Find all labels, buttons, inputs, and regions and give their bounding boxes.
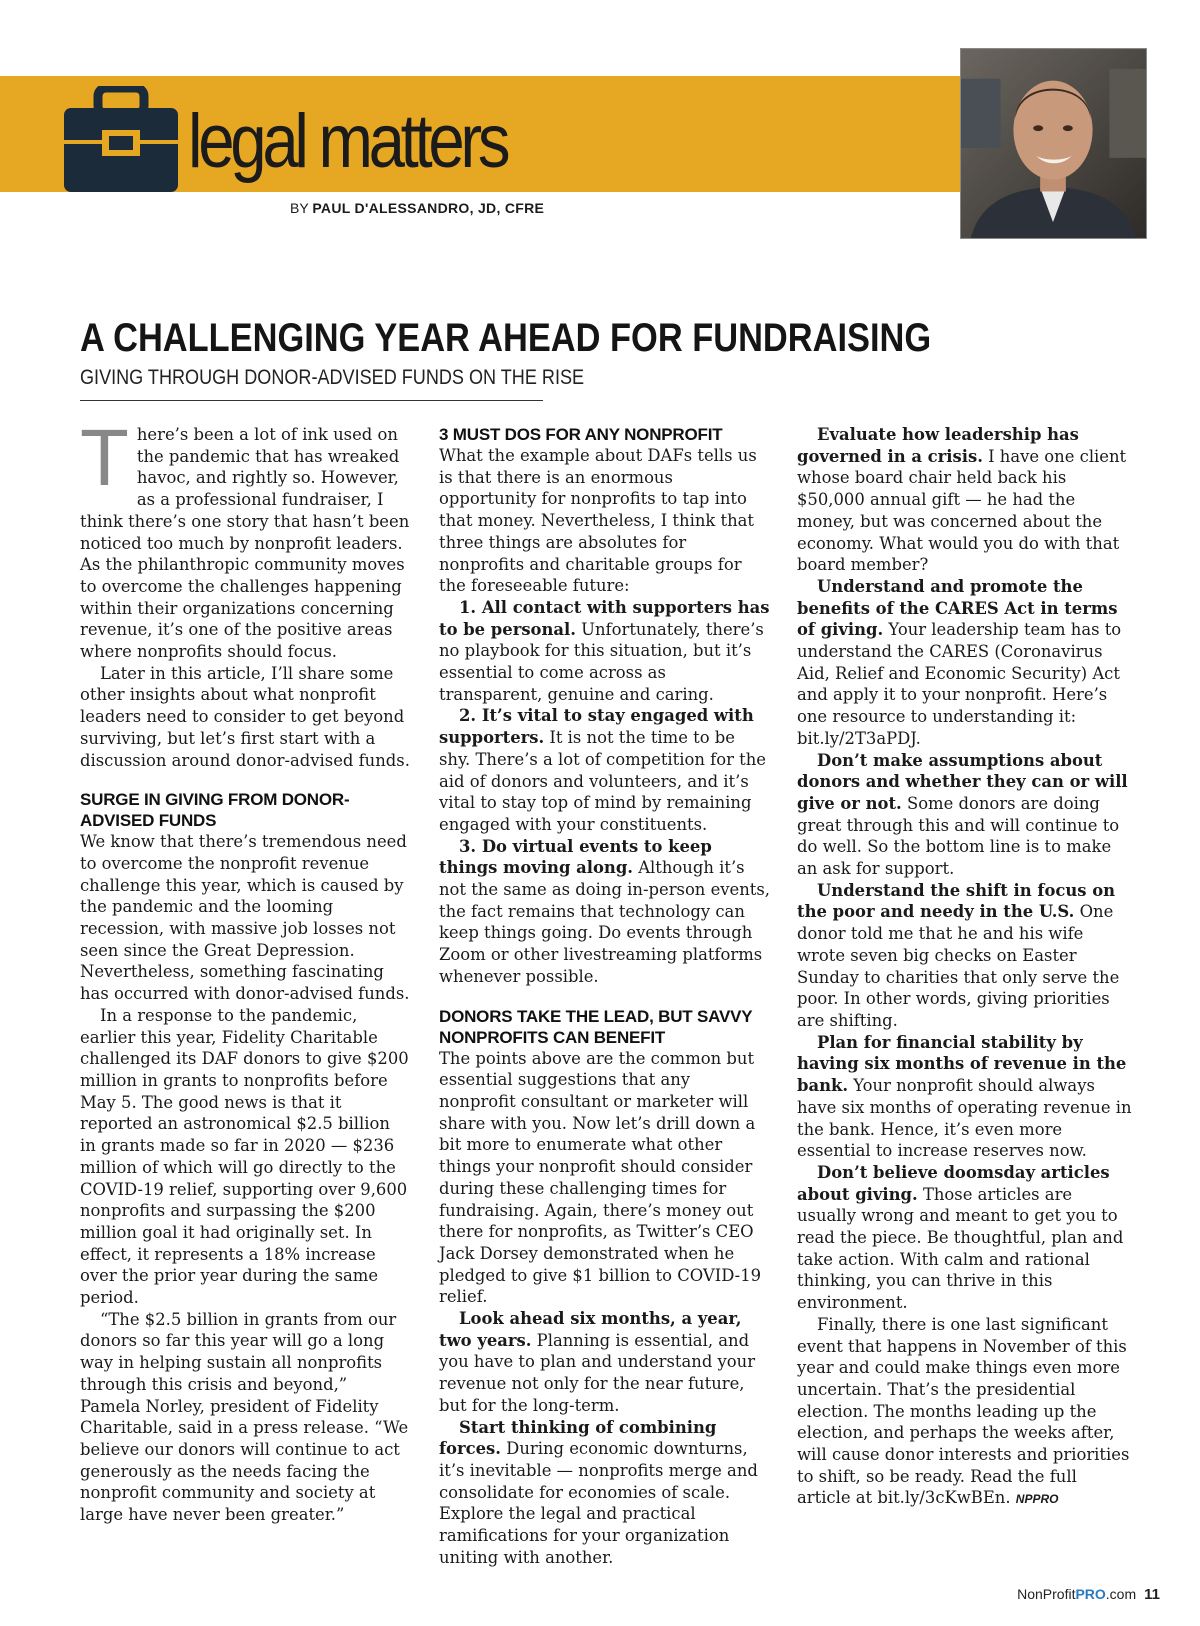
section-heading: 3 MUST DOS FOR ANY NONPROFIT xyxy=(439,425,723,444)
list-item: 2. It’s vital to stay engaged with supporters. It is not the time to be shy. There’s a lot of competition for the aid of donors and volunteers, and it’s vital to stay top of mind by remaining engaged with your constituents. xyxy=(439,706,766,834)
paragraph: In a response to the pandemic, earlier this year, Fidelity Charitable challenged its DAF donors to give $200 million in grants to nonprofits before May 5. The good news is that it reported an astronomical $2.5 billion in grants made so far in 2020 — $236 million of which will go directly to the COVID-19 relief, supporting over 9,600 nonprofits and surpassing the $200 million goal it had originally set. In effect, it represents a 18% increase over the prior year during the same period. xyxy=(80,1005,409,1308)
intro-text: here’s been a lot of ink used on the pandemic that has wreaked havoc, and rightly so. However, as a professional fundraiser, I think there’s one story that hasn’t been noticed too much by nonprofit leaders. As the philanthropic community moves to overcome the challenges happening within their organizations concerning revenue, it’s one of the positive areas where nonprofits should focus. xyxy=(80,425,410,662)
paragraph: Plan for financial stability by having six months of revenue in the bank. Your nonprofit should always have six months of operating revenue in the bank. Hence, it’s even more essential to increase reserves now. xyxy=(797,1032,1132,1161)
author-photo xyxy=(960,48,1147,239)
paragraph: The points above are the common but essential suggestions that any nonprofit consultant or marketer will share with you. Now let’s drill down a bit more to enumerate what other things your nonprofit should consider during these challenging times for fundraising. Again, there’s money out there for nonprofits, as Twitter’s CEO Jack Dorsey demonstrated when he pledged to give $1 billion to COVID-19 relief. xyxy=(439,1048,762,1307)
paragraph: Later in this article, I’ll share some other insights about what nonprofit leaders need to consider to get beyond surviving, but let’s first start with a discussion around donor-advised funds. xyxy=(80,663,410,770)
page-number: 11 xyxy=(1144,1586,1160,1603)
paragraph: Don’t make assumptions about donors and whether they can or will give or not. Some donors are doing great through this and will continue to do well. So the bottom line is to make an ask for support. xyxy=(797,750,1128,879)
section-heading: DONORS TAKE THE LEAD, BUT SAVVY NONPROFITS CAN BENEFIT xyxy=(439,1006,753,1047)
column-1 xyxy=(80,413,410,1526)
site-name-suffix: .com xyxy=(1105,1586,1137,1602)
byline-prefix: BY xyxy=(290,200,309,216)
paragraph: Finally, there is one last significant event that happens in November of this year and could make things even more uncertain. That’s the presidential election. The months leading up the election, and perhaps the weeks after, will cause donor interests and priorities to shift, so be ready. Read the full article at bit.ly/3cKwBEn. NPPRO xyxy=(797,1314,1130,1508)
site-name-pro: PRO xyxy=(1075,1586,1106,1602)
byline xyxy=(290,200,544,216)
section-heading: SURGE IN GIVING FROM DONOR-ADVISED FUNDS xyxy=(80,790,350,831)
paragraph: Start thinking of combining forces. During economic downturns, it’s inevitable — nonprofits merge and consolidate for economies of scale. Explore the legal and practical ramifications for your organization uniting with another. xyxy=(439,1417,758,1567)
end-tag: NPPRO xyxy=(1015,1492,1059,1507)
paragraph: Look ahead six months, a year, two years. Planning is essential, and you have to plan and understand your revenue not only for the near future, but for the long-term. xyxy=(439,1309,756,1415)
site-name-prefix: NonProfit xyxy=(1017,1586,1076,1602)
paragraph: Understand the shift in focus on the poor and needy in the U.S. One donor told me that he and his wife wrote seven big checks on Easter Sunday to charities that only serve the poor. In other words, giving priorities are shifting. xyxy=(797,880,1120,1030)
byline-author: PAUL D'ALESSANDRO, JD, CFRE xyxy=(312,200,545,216)
paragraph: Understand and promote the benefits of the CARES Act in terms of giving. Your leadership team has to understand the CARES (Coronavirus Aid, Relief and Economic Security) Act and apply it to your nonprofit. Here’s one resource to understanding it: bit.ly/2T3aPDJ. xyxy=(797,576,1122,748)
page-footer xyxy=(1017,1586,1160,1603)
paragraph: Don’t believe doomsday articles about giving. Those articles are usually wrong and meant to get you to read the piece. Be thoughtful, plan and take action. With calm and rational thinking, you can thrive in this environment. xyxy=(797,1162,1124,1313)
section-title: legal matters xyxy=(188,99,507,184)
headline: A CHALLENGING YEAR AHEAD FOR FUNDRAISING xyxy=(80,316,932,360)
paragraph xyxy=(80,413,410,663)
list-item: 1. All contact with supporters has to be personal. Unfortunately, there’s no playbook for this situation, but it’s essential to come across as transparent, genuine and caring. xyxy=(439,597,770,704)
column-2 xyxy=(439,424,771,1568)
paragraph: We know that there’s tremendous need to overcome the nonprofit revenue challenge this year, which is caused by the pandemic and the looming recession, with massive job losses not seen since the Great Depression. Nevertheless, something fascinating has occurred with donor-advised funds. xyxy=(80,832,410,1004)
list-item: 3. Do virtual events to keep things moving along. Although it’s not the same as doing in-person events, the fact remains that technology can keep things going. Do events through Zoom or other livestreaming platforms whenever possible. xyxy=(439,836,770,986)
subhead: GIVING THROUGH DONOR-ADVISED FUNDS ON THE RISE xyxy=(80,366,585,389)
paragraph: What the example about DAFs tells us is that there is an enormous opportunity for nonprofits to tap into that money. Nevertheless, I think that three things are absolutes for nonprofits and charitable groups for the foreseeable future: xyxy=(439,446,757,596)
briefcase-icon xyxy=(64,86,178,192)
paragraph: “The $2.5 billion in grants from our donors so far this year will go a long way in helping sustain all nonprofits through this crisis and beyond,” Pamela Norley, president of Fidelity Charitable, said in a press release. “We believe our donors will continue to act generously as the needs facing the nonprofit community and society at large have never been greater.” xyxy=(80,1309,409,1525)
column-3 xyxy=(797,424,1132,1511)
drop-cap: T xyxy=(80,413,129,502)
paragraph: Evaluate how leadership has governed in a crisis. I have one client whose board chair held back his $50,000 annual gift — he had the money, but was concerned about the economy. What would you do with that board member? xyxy=(797,425,1127,575)
divider xyxy=(80,400,543,401)
